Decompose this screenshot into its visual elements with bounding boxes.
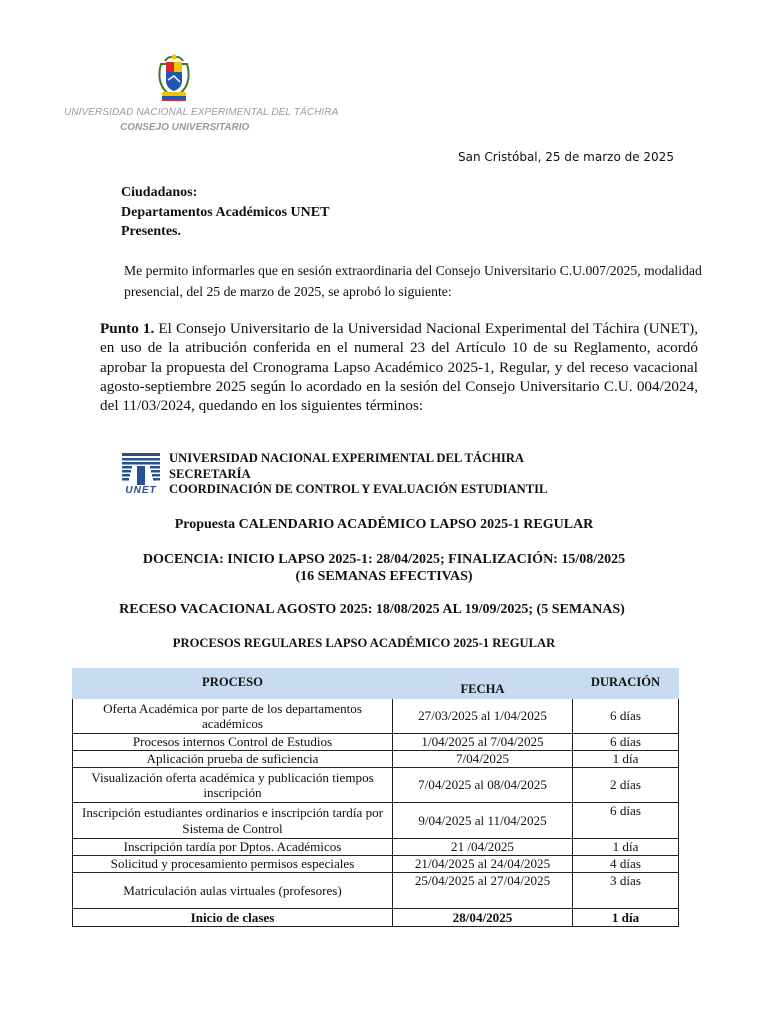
cell-proceso: Inscripción tardía por Dptos. Académicos — [73, 839, 393, 856]
cell-fecha: 1/04/2025 al 7/04/2025 — [393, 734, 573, 751]
docencia-block — [14, 551, 754, 585]
header-proceso: PROCESO — [73, 669, 393, 699]
cell-duracion: 1 día — [573, 909, 679, 927]
cell-fecha: 27/03/2025 al 1/04/2025 — [393, 699, 573, 734]
greeting-block — [121, 183, 329, 242]
table-row — [73, 734, 679, 751]
embedded-secretaria: SECRETARÍA — [169, 466, 251, 481]
table-row — [73, 751, 679, 768]
cell-fecha: 9/04/2025 al 11/04/2025 — [393, 803, 573, 839]
cell-duracion: 3 días — [573, 873, 679, 909]
letterhead-university-name: UNIVERSIDAD NACIONAL EXPERIMENTAL DEL TÁCHIRA — [64, 107, 339, 118]
cell-duracion: 6 días — [573, 734, 679, 751]
cell-fecha: 25/04/2025 al 27/04/2025 — [393, 873, 573, 909]
header-fecha: FECHA — [393, 669, 573, 699]
cell-proceso: Solicitud y procesamiento permisos especiales — [73, 856, 393, 873]
procesos-title: PROCESOS REGULARES LAPSO ACADÉMICO 2025-1 REGULAR — [172, 636, 556, 650]
semanas-line: (16 SEMANAS EFECTIVAS) — [295, 569, 473, 584]
cell-duracion: 1 día — [573, 751, 679, 768]
table-row — [73, 699, 679, 734]
greeting-line-1: Ciudadanos: — [121, 185, 198, 200]
cell-fecha: 28/04/2025 — [393, 909, 573, 927]
greeting-line-3: Presentes. — [121, 224, 181, 239]
table-row — [73, 768, 679, 803]
cell-proceso: Inscripción estudiantes ordinarios e inscripción tardía por Sistema de Control — [73, 803, 393, 839]
unet-logo — [121, 452, 161, 498]
embedded-coordinacion: COORDINACIÓN DE CONTROL Y EVALUACIÓN ESTUDIANTIL — [169, 482, 548, 496]
cell-fecha: 7/04/2025 — [393, 751, 573, 768]
greeting-line-2: Departamentos Académicos UNET — [121, 204, 330, 220]
cell-proceso: Procesos internos Control de Estudios — [73, 734, 393, 751]
table-header-row — [73, 669, 679, 699]
docencia-line: DOCENCIA: INICIO LAPSO 2025-1: 28/04/2025; FINALIZACIÓN: 15/08/2025 — [142, 552, 626, 567]
table-row — [73, 873, 679, 909]
cell-fecha: 21/04/2025 al 24/04/2025 — [393, 856, 573, 873]
calendar-title: Propuesta CALENDARIO ACADÉMICO LAPSO 2025-1 REGULAR — [174, 517, 594, 532]
cell-duracion: 1 día — [573, 839, 679, 856]
schedule-table — [72, 668, 679, 927]
cell-duracion: 4 días — [573, 856, 679, 873]
receso-line: RECESO VACACIONAL AGOSTO 2025: 18/08/2025 AL 19/09/2025; (5 SEMANAS) — [119, 602, 625, 617]
cell-proceso: Inicio de clases — [73, 909, 393, 927]
cell-proceso: Aplicación prueba de suficiencia — [73, 751, 393, 768]
punto-text: El Consejo Universitario de la Universidad Nacional Experimental del Táchira (UNET), en uso de la atribución conferida en el numeral 23 del Artículo 10 de su Reglamento, acordó aprobar la propuesta del Cronograma Lapso Académico 2025-1, Regular, y del receso vacacional agosto-septiembre 2025 según lo acordado en la sesión del Consejo Universitario C.U. 004/2024, del 11/03/2024, quedando en los siguientes términos: — [100, 320, 698, 415]
table-row — [73, 909, 679, 927]
date-line: San Cristóbal, 25 de marzo de 2025 — [458, 150, 674, 164]
cell-proceso: Oferta Académica por parte de los departamentos académicos — [73, 699, 393, 734]
table-row — [73, 803, 679, 839]
punto-label: Punto 1. — [100, 320, 155, 337]
cell-duracion: 2 días — [573, 768, 679, 803]
cell-duracion: 6 días — [573, 699, 679, 734]
embedded-letterhead — [169, 451, 547, 498]
table-row — [73, 839, 679, 856]
embedded-university: UNIVERSIDAD NACIONAL EXPERIMENTAL DEL TÁCHIRA — [169, 451, 525, 465]
intro-paragraph: Me permito informarles que en sesión extraordinaria del Consejo Universitario C.U.007/2025, modalidad presencial, del 25 de marzo de 2025, se aprobó lo siguiente: — [124, 263, 702, 299]
letterhead-council-name: CONSEJO UNIVERSITARIO — [120, 122, 250, 133]
cell-proceso: Visualización oferta académica y publicación tiempos inscripción — [73, 768, 393, 803]
table-row — [73, 856, 679, 873]
cell-proceso: Matriculación aulas virtuales (profesores) — [73, 873, 393, 909]
punto-paragraph — [100, 319, 698, 415]
unet-logo-text: UNET — [125, 485, 157, 496]
coat-of-arms-icon — [153, 52, 195, 102]
cell-fecha: 21 /04/2025 — [393, 839, 573, 856]
cell-fecha: 7/04/2025 al 08/04/2025 — [393, 768, 573, 803]
cell-duracion: 6 días — [573, 803, 679, 839]
header-duracion: DURACIÓN — [573, 669, 679, 699]
